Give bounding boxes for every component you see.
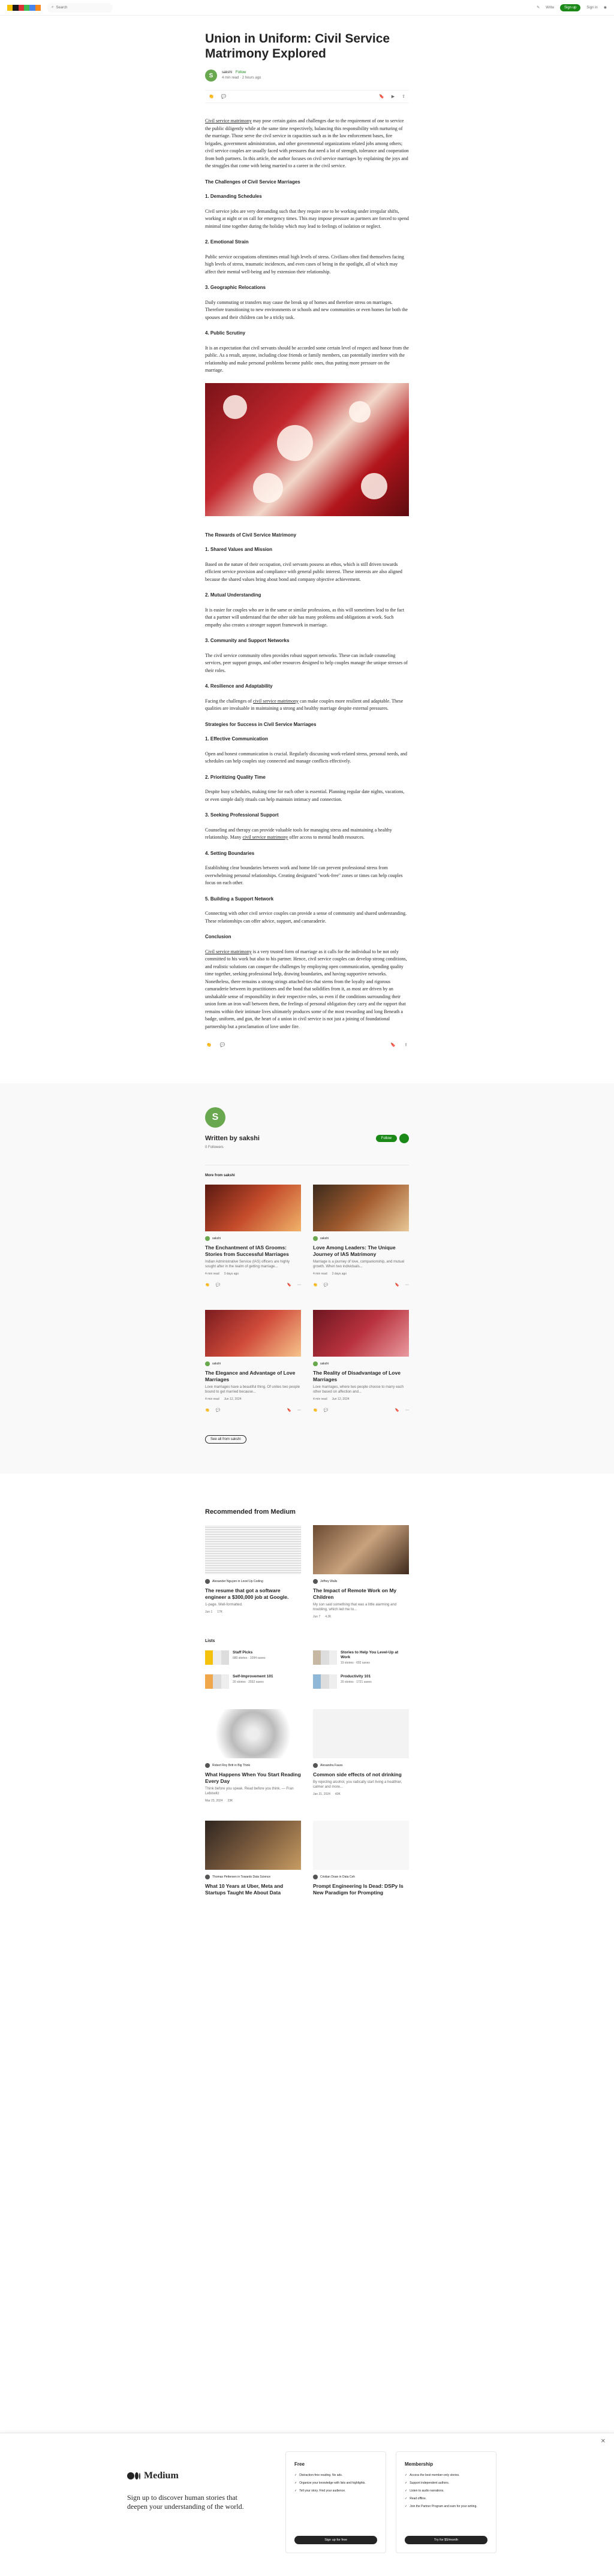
paragraph: Connecting with other civil service couples can provide a sense of community and shared understanding. These relationships can offer advice, support, and camaraderie. (205, 911, 407, 924)
comment-icon: 💬 (215, 1409, 220, 1412)
section-heading: The Challenges of Civil Service Marriages (205, 179, 300, 185)
author-avatar[interactable]: S (205, 70, 217, 82)
more-icon: ⋯ (297, 1409, 301, 1412)
subheading: 1. Demanding Schedules (205, 194, 262, 199)
paragraph: Establishing clear boundaries between work and home life can prevent professional stress from overwhelming personal relationships. Creating designated "work-free" zones or times can help couples focus on each other. (205, 865, 403, 885)
rec-card[interactable]: Robert Roy Britt in Big Think What Happens When You Start Reading Every Day Think before you speak. Read before you think. — Fran Lebowitz Mar 23, 2024 23K (205, 1709, 301, 1803)
bookmark-icon[interactable]: 🔖 (395, 1409, 399, 1412)
follow-button[interactable]: Follow (376, 1135, 397, 1142)
article-body (205, 117, 409, 1031)
paragraph: Public service occupations oftentimes entail high levels of stress. Civilians often find themselves facing high levels of stress, traumatic incidences, and even cases of being in the spotlight, all of which may affect their mental well-being and by extension their relationship. (205, 254, 404, 275)
list-item[interactable]: Staff Picks 680 stories · 1094 saves (205, 1650, 301, 1665)
clap-icon: 👏 (313, 1409, 318, 1412)
write-link[interactable]: Write (546, 5, 555, 10)
bookmark-icon[interactable]: 🔖 (379, 95, 384, 99)
subheading: 4. Public Scrutiny (205, 330, 246, 336)
story-card[interactable]: sakshi Love Among Leaders: The Unique Journey of IAS Matrimony Marriage is a journey of love, companionship, and mutual growth. When two individuals... 4 min read 3 days ago 👏 💬 🔖 ⋯ (313, 1185, 409, 1287)
subheading: 4. Setting Boundaries (205, 850, 255, 856)
list-item[interactable]: Stories to Help You Level-Up at Work 19 stories · 692 saves (313, 1650, 409, 1665)
search-icon: ⌕ (52, 5, 54, 9)
section-heading: Strategies for Success in Civil Service Marriages (205, 721, 317, 727)
intro-paragraph: Civil service matrimony may pose certain gains and challenges due to the requirement of one to service the public diligently while at the same time respectively, balancing this responsibility with nurturing of the marriage. Those serve the civil service in capacities such as in the law enforcement bases, fire brigades, government administration, and other governmental organizations related jobs among others; civil service couples are usually faced with pressures that need a lot of strength, tolerance and cooperation from both partners. In this article, the author focuses on civil service marriages by explaining the joys and the struggles that come with being married to a career in the civil service. (205, 118, 409, 168)
publish-date: 2 hours ago (242, 76, 261, 80)
membership-button[interactable]: Try for $5/month (405, 2536, 487, 2544)
bookmark-icon[interactable]: 🔖 (395, 1284, 399, 1287)
play-icon[interactable]: ▶ (391, 95, 395, 99)
recommended-title: Recommended from Medium (205, 1508, 296, 1516)
follower-count: 0 Followers (205, 1146, 224, 1149)
comment-icon: 💬 (323, 1284, 328, 1287)
author-section (0, 1083, 614, 1474)
subheading: 4. Resilience and Adaptability (205, 683, 273, 689)
signup-button[interactable]: Sign up (560, 4, 580, 11)
rec-card[interactable]: Thomas Pettersen in Towards Data Science What 10 Years at Uber, Meta and Startups Taught Me About Data (205, 1821, 301, 1896)
subscribe-icon[interactable] (399, 1134, 409, 1143)
share-icon[interactable]: ⇪ (402, 95, 405, 99)
story-image (205, 1185, 301, 1231)
story-image (313, 1709, 409, 1758)
bookmark-icon[interactable]: 🔖 (390, 1043, 396, 1047)
rec-card[interactable]: Alexander Nguyen in Level Up Coding The resume that got a software engineer a $300,000 job at Google. 1-page. Well-formatted. Jun 1 17K (205, 1525, 301, 1619)
author-avatar-large[interactable]: S (205, 1107, 225, 1128)
avatar-icon[interactable]: ◉ (603, 6, 607, 10)
list-item[interactable]: Productivity 101 20 stories · 1721 saves (313, 1674, 409, 1689)
paragraph: Counseling and therapy can provide valuable tools for managing stress and maintaining a healthy relationship. Many civil service matrimony offer access to mental health resources. (205, 827, 392, 840)
comment-icon: 💬 (215, 1284, 220, 1287)
membership-plan: Membership ✓ Access the best member-only stories. ✓ Support independent authors. ✓ Listen to audio narrations. ✓ Read offline. ✓ Join the Partner Program and earn for your writing. Try for $5/month (396, 2451, 496, 2553)
clap-icon: 👏 (205, 1284, 210, 1287)
recommended-section (205, 1508, 409, 1896)
story-card[interactable]: sakshi The Enchantment of IAS Grooms: Stories from Successful Marriages Indian Administrative Service (IAS) officers are highly sought after in the realm of getting marriage... 4 min read 3 days ago 👏 💬 🔖 ⋯ (205, 1185, 301, 1287)
wedding-photo (205, 383, 409, 516)
search-input[interactable] (47, 3, 113, 13)
medium-logo[interactable] (7, 5, 41, 11)
clap-icon[interactable]: 👏 (209, 95, 214, 99)
free-plan: Free ✓ Distraction-free reading. No ads. ✓ Organize your knowledge with lists and highlights. ✓ Tell your story. Find your audience. Sign up for free (285, 2451, 386, 2553)
article-action-bar (205, 90, 409, 103)
paragraph: Daily commuting or transfers may cause the break up of homes and therefore stress on marriages. Therefore transitioning to new environments or schools and new communities or even homes for both the spouses and their children can be a tricky task. (205, 299, 408, 320)
comment-icon: 💬 (323, 1409, 328, 1412)
story-image (313, 1185, 409, 1231)
bookmark-icon[interactable]: 🔖 (287, 1409, 291, 1412)
bookmark-icon[interactable]: 🔖 (287, 1284, 291, 1287)
section-heading: Conclusion (205, 934, 231, 939)
signup-free-button[interactable]: Sign up for free (294, 2536, 377, 2544)
rec-card[interactable]: Alexandra Fauss Common side effects of not drinking By rejecting alcohol, you radically start living a healthier, calmer and more... Jan 21, 2024 40K (313, 1709, 409, 1803)
comment-icon[interactable]: 💬 (219, 1043, 225, 1047)
rec-card[interactable]: Cristian Doan in Data Ceh Prompt Engineering Is Dead: DSPy Is New Paradigm for Prompting (313, 1821, 409, 1896)
more-from-label: More from sakshi (205, 1174, 235, 1177)
paragraph: Facing the challenges of civil service matrimony can make couples more resilient and adaptable. These qualities are invaluable in maintaining a strong and healthy marriage despite external pressures. (205, 698, 404, 711)
medium-brand: Medium (127, 2470, 179, 2481)
signup-overlay (0, 2433, 614, 2576)
article: Union in Uniform: Civil Service Matrimony Explored S sakshi Follow 4 min read · 2 hours ago 👏 💬 🔖 ▶ ⇪ Civil service matrimony may pose certain gains and challenges due to the requirement of one to service the public diligently while at the same time respectively, balancing this responsibility with nurturing of the marriage. Those serve the civil service in capacities such as in the law enforcement bases, fire brigades, government administration, and other governmental organizations related jobs among others; civil service couples are usually faced with pressures that need a lot of strength, tolerance and cooperation from both partners. In this article, the author focuses on civil service marriages by explaining the joys and the struggles that come with being married to a career in the civil service. The Challenges of Civil Service Marriages 1. Demanding Schedules Civil service jobs are very demanding such that they require one to be working under irregular shifts, working at night or on call for emergency times. This may impose pressure as partners are forced to spend minimal time together during the holiday which may lead to feelings of isolation or neglect. 2. Emotional Strain Public service occupations oftentimes entail high levels of stress. Civilians often find themselves facing high levels of stress, traumatic incidences, and even cases of being in the spotlight, all of which may affect their mental well-being and by extension their relationship. 3. Geographic Relocations Daily commuting or transfers may cause the break up of homes and therefore stress on marriages. Therefore transitioning to new environments or schools and new communities or even homes for both the spouses and their children can be a tricky task. 4. Public Scrutiny It is an expectation that civil servants should be accorded some certain level of respect and honor from the public. As a result, anyone, including close friends or family members, can potentially interfere with the relationship and make personal problems become public ones, thus putting more pressure on the marriage. The Rewards of Civil Service Matrimony 1. Shared Values and Mission Based on the nature of their occupation, civil servants possess an ethos, which is still driven towards efficient service provision and compliance with general public interest. These interests are also aligned because the shared values bring about bond and company objective achievement. 2. Mutual Understanding It is easier for couples who are in the same or similar professions, as this will sometimes lead to the fact that a partner will understand that the other side has many problems and obligations at work. Such empathy also creates a stronger support framework in marriage. 3. Community and Support Networks The civil service community often provides robust support networks. These can include counseling services, peer support groups, and other resources designed to help couples manage the unique stresses of their roles. 4. Resilience and Adaptability Facing the challenges of civil service matrimony can make couples more resilient and adaptable. These qualities are invaluable in maintaining a strong and healthy marriage despite external pressures. Strategies for Success in Civil Service Marriages 1. Effective Communication Open and honest communication is crucial. Regularly discussing work-related stress, personal needs, and schedules can help couples stay connected and manage conflicts effectively. 2. Prioritizing Quality Time Despite busy schedules, making time for each other is essential. Planning regular date nights, vacations, or even simple daily rituals can help maintain intimacy and connection. 3. Seeking Professional Support Counseling and therapy can provide valuable tools for managing stress and maintaining a healthy relationship. Many civil service matrimony offer access to mental health resources. 4. Setting Boundaries Establishing clear boundaries between work and home life can prevent professional stress from overwhelming personal relationships. Creating designated "work-free" zones or times can help couples focus on each other. 5. Building a Support Network Connecting with other civil service couples can provide a sense of community and shared understanding. These relationships can offer advice, support, and camaraderie. Conclusion Civil service matrimony is a very trusted form of marriage as it calls for the individual to be not only committed to his work but also to his partner. Hence, civil service couples can develop strong conditions, and realistic solutions can conquer the challenges by employing open communication, spending quality time together, seeking professional help, drawing boundaries, and having supportive networks. Nonetheless, there remains a strong strings attached ties that stems from the loyalty and rigorous camaraderie between its practitioners and the bond that solidifies from it, as most are driven by an unshakable sense of responsibility in their respective roles, so even if the conditions surrounding their union form an iron wall between them, the feelings of personal obligation they carry and the rapport that remains within their intimate lives ultimately produces some of the most rewarding and long Beneath a badge, uniform, and gun, the heart of a union in civil service is not just a joining of foundational partnership but a proclamation of love under fire. 👏 💬 🔖 ⇪ (205, 32, 409, 1047)
intro-link[interactable]: Civil service matrimony (205, 118, 252, 123)
matrimony-link[interactable]: civil service matrimony (252, 698, 299, 704)
read-time: 4 min read (222, 76, 239, 80)
clap-icon[interactable]: 👏 (206, 1043, 212, 1047)
follow-link[interactable]: Follow (236, 71, 246, 74)
medium-logo-icon (127, 2472, 140, 2479)
paragraph: The civil service community often provides robust support networks. These can include counseling services, peer support groups, and other resources designed to help couples manage the unique stresses of their roles. (205, 652, 408, 673)
paragraph: Despite busy schedules, making time for each other is essential. Planning regular date nights, vacations, or even simple daily rituals can help maintain intimacy and connection. (205, 789, 405, 802)
story-image (205, 1525, 301, 1574)
matrimony-link[interactable]: civil service matrimony (242, 834, 288, 840)
clap-icon: 👏 (313, 1284, 318, 1287)
subheading: 5. Building a Support Network (205, 896, 274, 902)
clap-icon: 👏 (205, 1409, 210, 1412)
share-icon[interactable]: ⇪ (404, 1043, 408, 1047)
article-title: Union in Uniform: Civil Service Matrimony Explored (205, 32, 390, 61)
story-image (205, 1709, 301, 1758)
story-card[interactable]: sakshi The Elegance and Advantage of Love Marriages Love marriages have a beautiful thing. Of unites two people bound to get married because... 4 min read Jun 12, 2024 👏 💬 🔖 ⋯ (205, 1310, 301, 1412)
list-item[interactable]: Self-Improvement 101 20 stories · 2032 saves (205, 1674, 301, 1689)
subheading: 2. Emotional Strain (205, 239, 249, 245)
author-name[interactable]: sakshi (222, 71, 233, 74)
story-image (313, 1525, 409, 1574)
paragraph: Civil service matrimony is a very trusted form of marriage as it calls for the individual to be not only committed to his work but also to his partner. Hence, civil service couples can develop strong conditions, and realistic solutions can conquer the challenges by employing open communication, spending quality time together, seeking professional help, drawing boundaries, and having supportive networks. Nonetheless, there remains a strong strings attached ties that stems from the loyalty and rigorous camaraderie between its practitioners and the bond that solidifies from it, as most are driven by an unshakable sense of responsibility in their respective roles, so even if the conditions surrounding their union form an iron wall between them, the feelings of personal obligation they carry and the rapport that remains within their intimate lives ultimately produces some of the most rewarding and long Beneath a badge, uniform, and gun, the heart of a union in civil service is not just a joining of foundational partnership but a proclamation of love under fire. (205, 948, 407, 1029)
paragraph: Civil service jobs are very demanding such that they require one to be working under irregular shifts, working at night or on call for emergency times. This may impose pressure as partners are forced to spend minimal time together during the holiday which may lead to feelings of isolation or neglect. (205, 208, 409, 229)
story-image (313, 1310, 409, 1357)
more-icon: ⋯ (297, 1284, 301, 1287)
story-card[interactable]: sakshi The Reality of Disadvantage of Love Marriages Love marriages, where two people choose to marry each other based on affection and... 4 min read Jun 12, 2024 👏 💬 🔖 ⋯ (313, 1310, 409, 1412)
subheading: 1. Shared Values and Mission (205, 547, 273, 552)
more-icon: ⋯ (405, 1409, 409, 1412)
story-image (313, 1821, 409, 1870)
subheading: 2. Mutual Understanding (205, 592, 261, 598)
see-all-button[interactable]: See all from sakshi (205, 1435, 246, 1444)
comment-icon[interactable]: 💬 (221, 95, 227, 99)
written-by: Written by sakshi (205, 1135, 260, 1142)
lists-label: Lists (205, 1639, 215, 1643)
search-placeholder: Search (56, 5, 68, 10)
rec-card[interactable]: Jeffrey Walls The Impact of Remote Work on My Children My son said something that was a little alarming and troubling, which led me to... Jun 7 4.2K (313, 1525, 409, 1619)
write-icon: ✎ (537, 6, 540, 10)
subheading: 1. Effective Communication (205, 736, 268, 742)
subheading: 3. Community and Support Networks (205, 638, 290, 643)
close-icon[interactable]: ✕ (600, 2438, 606, 2445)
subheading: 2. Prioritizing Quality Time (205, 774, 266, 780)
signup-pitch: Sign up to discover human stories that deepen your understanding of the world. (127, 2493, 244, 2511)
top-bar (0, 0, 614, 16)
paragraph: It is an expectation that civil servants should be accorded some certain level of respect and honor from the public. As a result, anyone, including close friends or family members, can potentially interfere with the relationship and make personal problems become public ones, thus putting more pressure on the marriage. (205, 345, 409, 373)
paragraph: Open and honest communication is crucial. Regularly discussing work-related stress, personal needs, and schedules can help couples stay connected and manage conflicts effectively. (205, 751, 408, 764)
subheading: 3. Seeking Professional Support (205, 812, 279, 818)
signin-link[interactable]: Sign in (586, 5, 598, 10)
conclusion-link[interactable]: Civil service matrimony (205, 948, 252, 954)
paragraph: It is easier for couples who are in the same or similar professions, as this will sometimes lead to the fact that a partner will understand that the other side has many problems and obligations at work. Such empathy also creates a stronger support framework in marriage. (205, 607, 405, 628)
subheading: 3. Geographic Relocations (205, 285, 266, 290)
bottom-action-bar (205, 1043, 409, 1047)
story-image (205, 1310, 301, 1357)
story-image (205, 1821, 301, 1870)
more-icon: ⋯ (405, 1284, 409, 1287)
paragraph: Based on the nature of their occupation, civil servants possess an ethos, which is still driven towards efficient service provision and compliance with general public interest. These interests are also aligned because the shared values bring about bond and company objective achievement. (205, 561, 402, 582)
section-heading: The Rewards of Civil Service Matrimony (205, 532, 297, 538)
